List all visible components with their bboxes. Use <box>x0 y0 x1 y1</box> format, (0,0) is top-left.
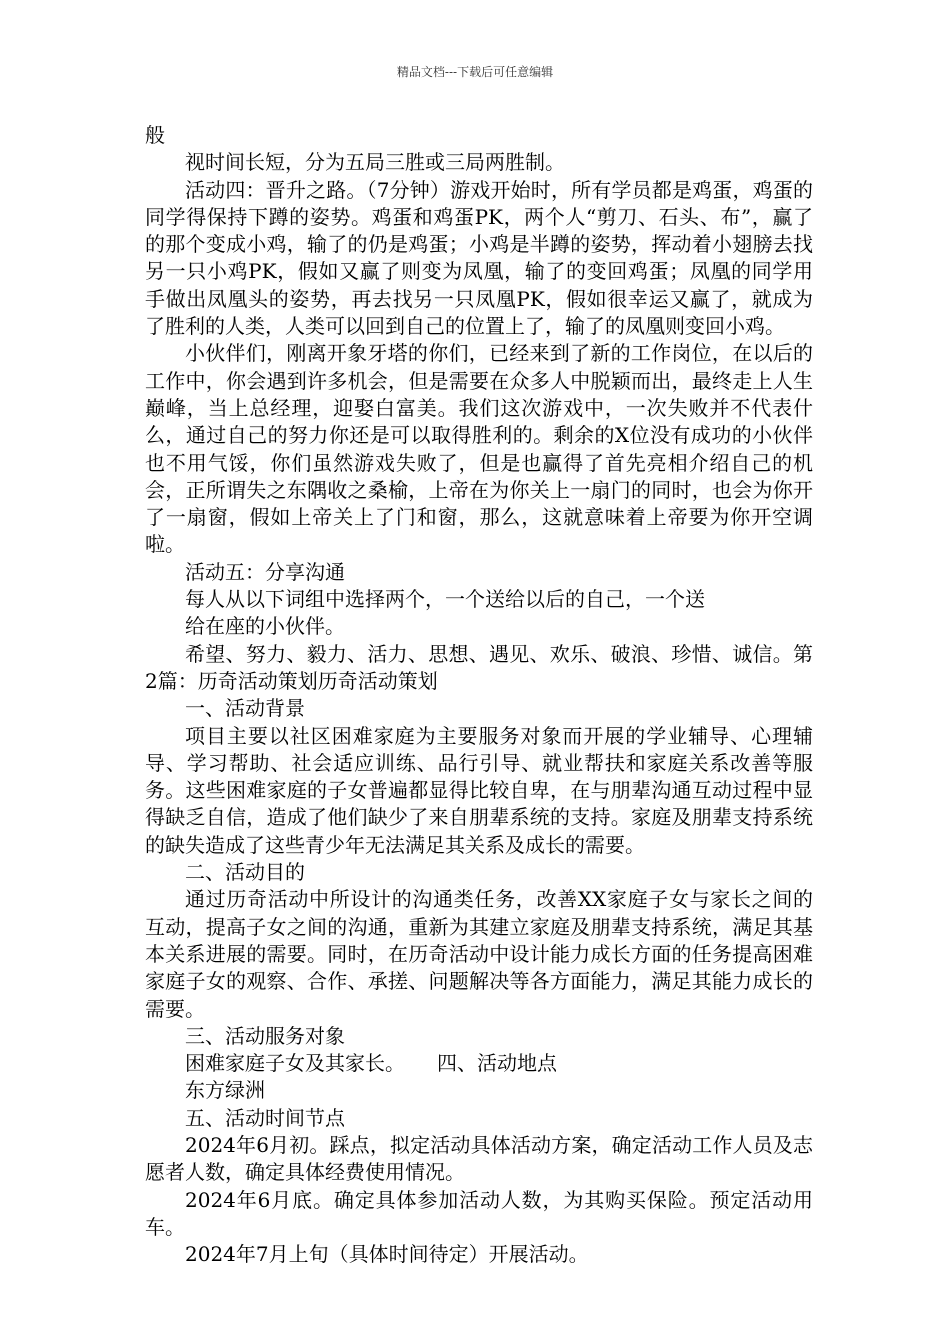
paragraph-location: 东方绿洲 <box>185 1078 265 1103</box>
paragraph-timeline-2: 2024年6月底。确定具体参加活动人数，为其购买保险。预定活动用车。 <box>145 1187 813 1239</box>
heading-activity-five: 活动五：分享沟通 <box>185 559 345 584</box>
heading-timeline: 五、活动时间节点 <box>185 1105 345 1130</box>
paragraph-activity-four: 活动四：晋升之路。（7分钟）游戏开始时，所有学员都是鸡蛋，鸡蛋的同学得保持下蹲的姿势。鸡蛋和鸡蛋PK，两个人“剪刀、石头、布”，赢了的那个变成小鸡，输了的仍是鸡蛋；小鸡是半蹲的姿势，挥动着小翅膀去找另一只小鸡PK，假如又赢了则变为凤凰，输了的变回鸡蛋；凤凰的同学用手做出凤凰头的姿势，再去找另一只凤凰PK，假如很幸运又赢了，就成为了胜利的人类，人类可以回到自己的位置上了，输了的凤凰则变回小鸡。 <box>145 177 813 339</box>
heading-audience: 三、活动服务对象 <box>185 1023 345 1048</box>
paragraph-background: 项目主要以社区困难家庭为主要服务对象而开展的学业辅导、心理辅导、学习帮助、社会适应训练、品行引导、就业帮扶和家庭关系改善等服务。这些困难家庭的子女普遍都显得比较自卑，在与朋辈沟通互动过程中显得缺乏自信，造成了他们缺少了来自朋辈系统的支持。家庭及朋辈支持系统的缺失造成了这些青少年无法满足其关系及成长的需要。 <box>145 723 813 857</box>
paragraph-word-list: 希望、努力、毅力、活力、思想、遇见、欢乐、破浪、珍惜、诚信。第2篇：历奇活动策划历奇活动策划 <box>145 641 813 693</box>
paragraph-audience-location <box>145 1050 813 1077</box>
paragraph-rounds: 视时间长短，分为五局三胜或三局两胜制。 <box>185 150 565 175</box>
paragraph-purpose: 通过历奇活动中所设计的沟通类任务，改善XX家庭子女与家长之间的互动，提高子女之间的沟通，重新为其建立家庭及朋辈支持系统，满足其基本关系进展的需要。同时，在历奇活动中设计能力成长方面的任务提高困难家庭子女的观察、合作、承搓、问题解决等各方面能力，满足其能力成长的需要。 <box>145 887 813 1021</box>
document-body <box>145 122 813 1268</box>
paragraph-summary: 小伙伴们，刚离开象牙塔的你们，已经来到了新的工作岗位，在以后的工作中，你会遇到许多机会，但是需要在众多人中脱颖而出，最终走上人生巅峰，当上总经理，迎娶白富美。我们这次游戏中，一次失败并不代表什么，通过自己的努力你还是可以取得胜利的。剩余的X位没有成功的小伙伴也不用气馁，你们虽然游戏失败了，但是也赢得了首先亮相介绍自己的机会，正所谓失之东隅收之桑榆，上帝在为你关上一扇门的同时，也会为你开了一扇窗，假如上帝关上了门和窗，那么，这就意味着上帝要为你开空调啦。 <box>145 341 813 557</box>
heading-location: 四、活动地点 <box>437 1051 557 1076</box>
paragraph-timeline-1: 2024年6月初。踩点，拟定活动具体活动方案，确定活动工作人员及志愿者人数，确定具体经费使用情况。 <box>145 1132 813 1185</box>
paragraph-timeline-3: 2024年7月上旬（具体时间待定）开展活动。 <box>185 1242 589 1267</box>
heading-purpose: 二、活动目的 <box>185 860 305 885</box>
heading-background: 一、活动背景 <box>185 696 305 721</box>
page-header: 精品文档---下载后可任意编辑 <box>396 65 554 79</box>
paragraph-continuation: 般 <box>145 123 165 147</box>
paragraph-sharing-1: 每人从以下词组中选择两个，一个送给以后的自己，一个送 <box>185 587 705 612</box>
audience-text: 困难家庭子女及其家长。 <box>185 1051 405 1076</box>
paragraph-sharing-2: 给在座的小伙伴。 <box>185 614 345 639</box>
